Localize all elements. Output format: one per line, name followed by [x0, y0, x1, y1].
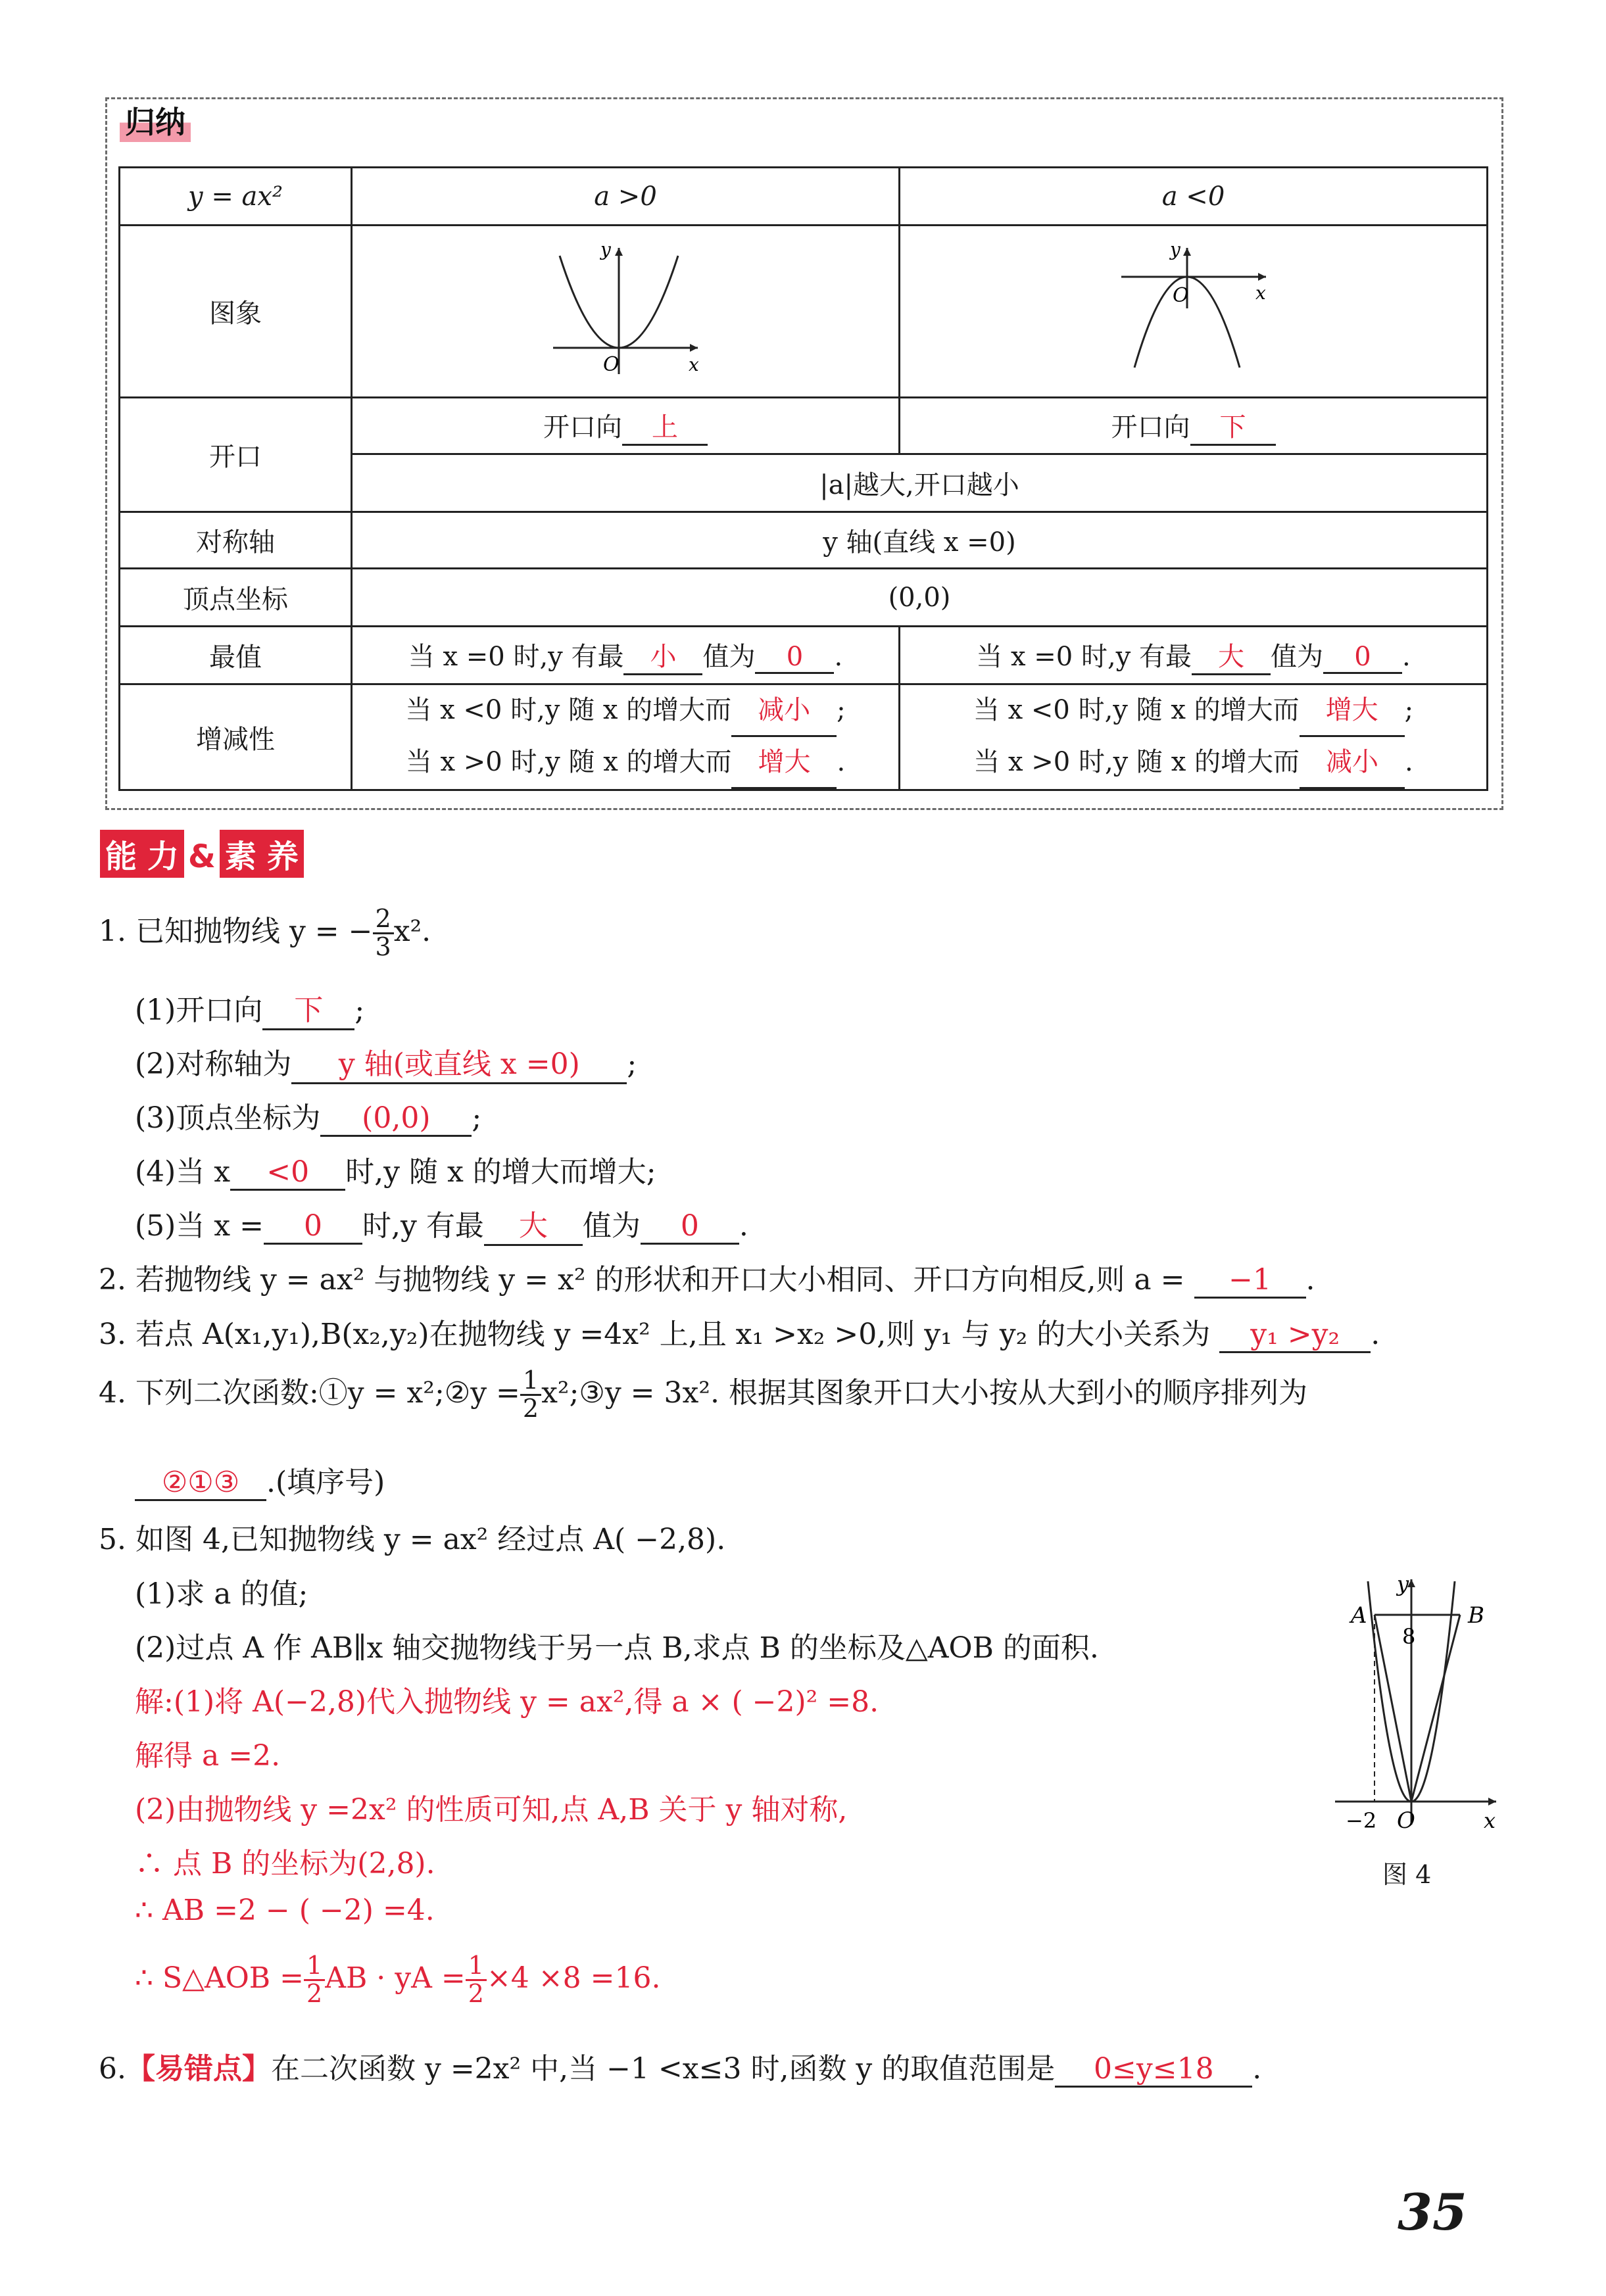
summary-title: 归纳	[120, 99, 191, 142]
row-open-label: 开口	[120, 398, 352, 512]
q1-part3-answer: (0,0)	[320, 1101, 472, 1137]
figure-point-b: B	[1468, 1602, 1484, 1629]
page-number: 35	[1398, 2183, 1467, 2241]
row-vertex-label: 顶点坐标	[120, 569, 352, 627]
q1-part2-answer: y 轴(或直线 x =0)	[291, 1040, 627, 1084]
figure-origin-label: O	[1397, 1807, 1415, 1834]
q6-answer: 0≤y≤18	[1055, 2052, 1252, 2088]
header-function: y = ax²	[120, 168, 352, 226]
q2: 2. 若抛物线 y = ax² 与抛物线 y = x² 的形状和开口大小相同、开口方向相反,则 a = −1 .	[99, 1256, 1315, 1299]
extreme-positive-value: 0	[755, 642, 834, 674]
extreme-positive: 当 x =0 时,y 有最 小 值为 0 .	[352, 627, 900, 684]
row-image-label: 图象	[120, 226, 352, 398]
figure-point-a: A	[1351, 1602, 1367, 1629]
q4-answer: ②①③	[135, 1466, 266, 1501]
q4-answer-line: ②①③ .(填序号)	[135, 1458, 385, 1501]
q5-part2: (2)过点 A 作 AB∥x 轴交抛物线于另一点 B,求点 B 的坐标及△AOB 的面积.	[135, 1631, 1099, 1665]
extreme-negative: 当 x =0 时,y 有最 大 值为 0 .	[900, 627, 1488, 684]
q4: 4. 下列二次函数:①y = x²;②y = $\frac{1}{2}x^2;③y = 3x^2$. 根据其图象开口大小按从大到小的顺序排列为	[99, 1366, 1307, 1423]
open-positive: 开口向 上	[352, 398, 900, 454]
row-axis-value: y 轴(直线 x =0)	[352, 512, 1488, 569]
section-header: 能 力 & 素 养	[100, 830, 304, 878]
header-positive: a >0	[352, 168, 900, 226]
summary-table	[118, 166, 1488, 791]
figure-x-label: x	[1484, 1808, 1496, 1833]
q5-part1: (1)求 a 的值;	[135, 1577, 308, 1611]
q5-solution-6: ∴ S△AOB = $\frac{1}{2}AB$ · yA = $\frac{1}{2}\times 4 \times 8 =16$.	[135, 1951, 661, 2008]
q1-part3: (3)顶点坐标为 (0,0) ;	[135, 1094, 481, 1137]
extreme-positive-type: 小	[623, 636, 702, 675]
open-negative: 开口向 下	[900, 398, 1488, 454]
figure-minus2-label: −2	[1346, 1808, 1377, 1833]
q1-part5-answer3: 0	[641, 1209, 739, 1245]
q5-stem: 5. 如图 4,已知抛物线 y = ax² 经过点 A( −2,8).	[99, 1523, 726, 1556]
q1-part1: (1)开口向 下 ;	[135, 986, 364, 1030]
graph-y-label: y	[600, 238, 611, 260]
q2-answer: −1	[1194, 1263, 1306, 1299]
q6: 6.【易错点】在二次函数 y =2x² 中,当 −1 <x≤3 时,函数 y 的取值范围是 0≤y≤18 .	[99, 2045, 1261, 2088]
figure-y-label: y	[1397, 1571, 1409, 1596]
row-extreme-label: 最值	[120, 627, 352, 684]
q1-part5-answer2: 大	[484, 1202, 583, 1246]
q1-part1-answer: 下	[262, 986, 354, 1030]
q1-part4: (4)当 x <0 时,y 随 x 的增大而增大;	[135, 1148, 656, 1191]
q5-solution-1: 解:(1)将 A(−2,8)代入抛物线 y = ax²,得 a × ( −2)² =8.	[135, 1685, 879, 1719]
mono-positive-left: 减小	[731, 685, 837, 737]
mono-positive: 当 x <0 时,y 随 x 的增大而 减小 ; 当 x >0 时,y 随 x 的增大而 增大 .	[352, 684, 900, 790]
row-axis-label: 对称轴	[120, 512, 352, 569]
graph-x-label: x	[1255, 281, 1266, 304]
mono-negative: 当 x <0 时,y 随 x 的增大而 增大 ; 当 x >0 时,y 随 x 的增大而 减小 .	[900, 684, 1488, 790]
mono-positive-right: 增大	[731, 737, 837, 789]
q1-stem: 1. 已知抛物线 y = − $\frac{2}{3}x^2$.	[99, 904, 431, 961]
downward-parabola-graph	[1108, 236, 1279, 381]
row-mono-label: 增减性	[120, 684, 352, 790]
graph-y-label: y	[1169, 238, 1180, 260]
figure-caption: 图 4	[1382, 1860, 1432, 1889]
graph-downward	[900, 226, 1488, 398]
graph-x-label: x	[689, 353, 699, 375]
q1-part5: (5)当 x = 0 时,y 有最 大 值为 0 .	[135, 1202, 748, 1246]
graph-upward	[352, 226, 900, 398]
q1-part4-answer: <0	[230, 1155, 345, 1191]
q5-solution-5: ∴ AB =2 − ( −2) =4.	[135, 1894, 435, 1927]
open-positive-answer: 上	[622, 406, 708, 446]
open-negative-answer: 下	[1190, 406, 1276, 446]
upward-parabola-graph	[540, 236, 711, 381]
q5-solution-2: 解得 a =2.	[135, 1739, 281, 1773]
header-negative: a <0	[900, 168, 1488, 226]
figure-eight-label: 8	[1402, 1624, 1416, 1649]
q5-solution-4: ∴ 点 B 的坐标为(2,8).	[135, 1847, 435, 1880]
extreme-negative-value: 0	[1323, 642, 1402, 674]
mono-negative-right: 减小	[1300, 737, 1405, 789]
mono-negative-left: 增大	[1300, 685, 1405, 737]
q1-part2: (2)对称轴为 y 轴(或直线 x =0) ;	[135, 1040, 637, 1084]
extreme-negative-type: 大	[1192, 636, 1271, 675]
q6-tag: 【易错点】	[126, 2052, 271, 2086]
graph-origin-label: O	[1172, 283, 1189, 307]
q5-solution-3: (2)由抛物线 y =2x² 的性质可知,点 A,B 关于 y 轴对称,	[135, 1793, 848, 1827]
q1-part5-answer1: 0	[264, 1209, 362, 1245]
q3: 3. 若点 A(x₁,y₁),B(x₂,y₂)在抛物线 y =4x² 上,且 x₁ >x₂ >0,则 y₁ 与 y₂ 的大小关系为 y₁ >y₂ .	[99, 1310, 1380, 1353]
graph-origin-label: O	[603, 352, 620, 376]
figure-4	[1328, 1565, 1506, 1848]
q3-answer: y₁ >y₂	[1219, 1318, 1371, 1353]
row-vertex-value: (0,0)	[352, 569, 1488, 627]
open-common: |a|越大,开口越小	[352, 454, 1488, 512]
